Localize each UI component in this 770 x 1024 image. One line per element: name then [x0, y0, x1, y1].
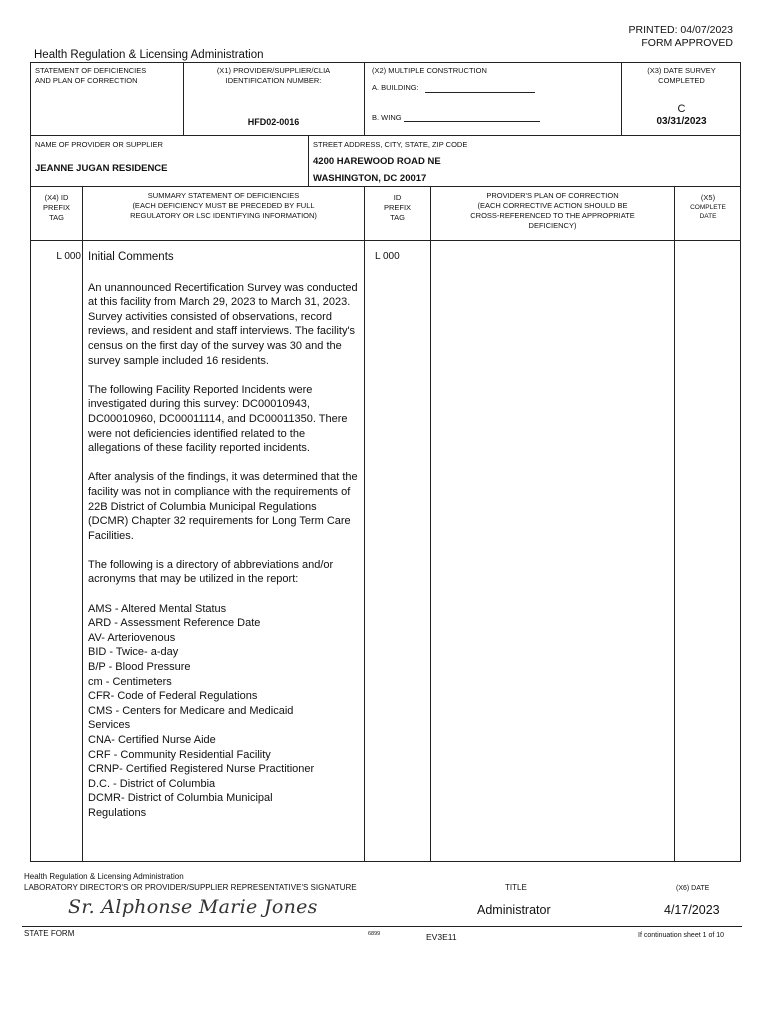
- state-form-label: STATE FORM: [24, 929, 75, 938]
- paragraph-incidents: The following Facility Reported Incidents were investigated during this survey: DC00010943, DC00010960, DC00011114, and DC00011350. There were not deficiencies identified related to the allegations of these facility reported incidents.: [88, 383, 348, 455]
- entry-id-tag: L 000: [375, 251, 400, 262]
- signature-label: LABORATORY DIRECTOR'S OR PROVIDER/SUPPLIER REPRESENTATIVE'S SIGNATURE: [24, 883, 357, 892]
- paragraph-findings: After analysis of the findings, it was determined that the facility was not in compliance with the requirements of 22B District of Columbia Municipal Regulations (DCMR) Chapter 32 requirements for Long Term Care Facilities.: [88, 471, 358, 542]
- paragraph-survey: An unannounced Recertification Survey was conducted at this facility from March 29, 2023 to March 31, 2023. Survey activities consisted of observations, record reviews, and resident and staff interviews. The facility's census on the first day of the survey was 30 and the survey sample included 16 residents.: [88, 281, 358, 367]
- entry-tag: L 000: [56, 251, 81, 262]
- list-item: Services: [88, 719, 131, 732]
- list-item: CRNP- Certified Registered Nurse Practitioner: [88, 763, 315, 776]
- street-address: 4200 HAREWOOD ROAD NE: [313, 156, 441, 167]
- paragraph-directory: The following is a directory of abbreviations and/or acronyms that may be utilized in the report:: [88, 558, 334, 586]
- list-item: Regulations: [88, 806, 147, 819]
- provider-name-label: NAME OF PROVIDER OR SUPPLIER: [35, 140, 163, 149]
- deficiency-summary: [88, 250, 360, 821]
- date-label: (X6) DATE: [676, 885, 710, 892]
- abbreviation-list: [88, 602, 360, 821]
- list-item: DCMR- District of Columbia Municipal: [88, 792, 273, 805]
- city-state-zip: WASHINGTON, DC 20017: [313, 173, 427, 184]
- printed-date: PRINTED: 04/07/2023: [628, 24, 733, 36]
- continuation-note: If continuation sheet 1 of 10: [638, 932, 725, 939]
- list-item: D.C. - District of Columbia: [88, 777, 216, 790]
- signed-date: 4/17/2023: [664, 903, 720, 917]
- list-item: AMS - Altered Mental Status: [88, 602, 227, 615]
- survey-code: C: [677, 103, 686, 115]
- wing-label: B. WING: [372, 113, 402, 122]
- entry-heading: Initial Comments: [88, 251, 174, 263]
- survey-date: 03/31/2023: [656, 116, 707, 127]
- list-item: CFR- Code of Federal Regulations: [88, 690, 258, 703]
- form-code: 6899: [368, 931, 381, 937]
- form-approved: FORM APPROVED: [641, 37, 733, 49]
- col-id-header: ID PREFIX TAG: [383, 193, 412, 222]
- col-summary-header: SUMMARY STATEMENT OF DEFICIENCIES (EACH DEFICIENCY MUST BE PRECEDED BY FULL REGULATORY OR LSC IDENTIFYING INFORMATION): [130, 191, 317, 220]
- col-complete-date-header: COMPLETE DATE: [690, 204, 726, 220]
- survey-completed-label: (X3) DATE SURVEY COMPLETED: [647, 66, 716, 85]
- event-id: EV3E11: [426, 932, 457, 942]
- provider-name: JEANNE JUGAN RESIDENCE: [35, 163, 168, 174]
- footer-agency: Health Regulation & Licensing Administration: [24, 872, 184, 881]
- agency-name: Health Regulation & Licensing Administration: [34, 49, 264, 61]
- list-item: B/P - Blood Pressure: [88, 661, 191, 674]
- provider-id-number: HFD02-0016: [247, 117, 300, 127]
- list-item: BID - Twice- a-day: [88, 646, 179, 659]
- building-label: A. BUILDING:: [372, 83, 419, 92]
- col-x5-header: (X5): [700, 193, 716, 202]
- signature: Sr. Alphonse Marie Jones: [68, 896, 318, 918]
- provider-id-label: (X1) PROVIDER/SUPPLIER/CLIA IDENTIFICATION NUMBER:: [216, 66, 331, 85]
- list-item: ARD - Assessment Reference Date: [88, 617, 261, 630]
- multiple-construction-label: (X2) MULTIPLE CONSTRUCTION: [372, 66, 487, 75]
- list-item: AV- Arteriovenous: [88, 631, 176, 644]
- list-item: CNA- Certified Nurse Aide: [88, 734, 216, 746]
- list-item: CMS - Centers for Medicare and Medicaid: [88, 704, 294, 717]
- list-item: CRF - Community Residential Facility: [88, 748, 271, 761]
- title-label: TITLE: [505, 883, 527, 892]
- col-x4-header: (X4) ID PREFIX TAG: [42, 193, 71, 222]
- address-label: STREET ADDRESS, CITY, STATE, ZIP CODE: [313, 140, 468, 149]
- col-plan-header: PROVIDER'S PLAN OF CORRECTION (EACH CORRECTIVE ACTION SHOULD BE CROSS-REFERENCED TO THE APPROPRIATE DEFICIENCY): [470, 191, 635, 230]
- list-item: cm - Centimeters: [88, 675, 172, 688]
- statement-label: STATEMENT OF DEFICIENCIES AND PLAN OF CORRECTION: [35, 66, 147, 85]
- signer-title: Administrator: [477, 903, 551, 917]
